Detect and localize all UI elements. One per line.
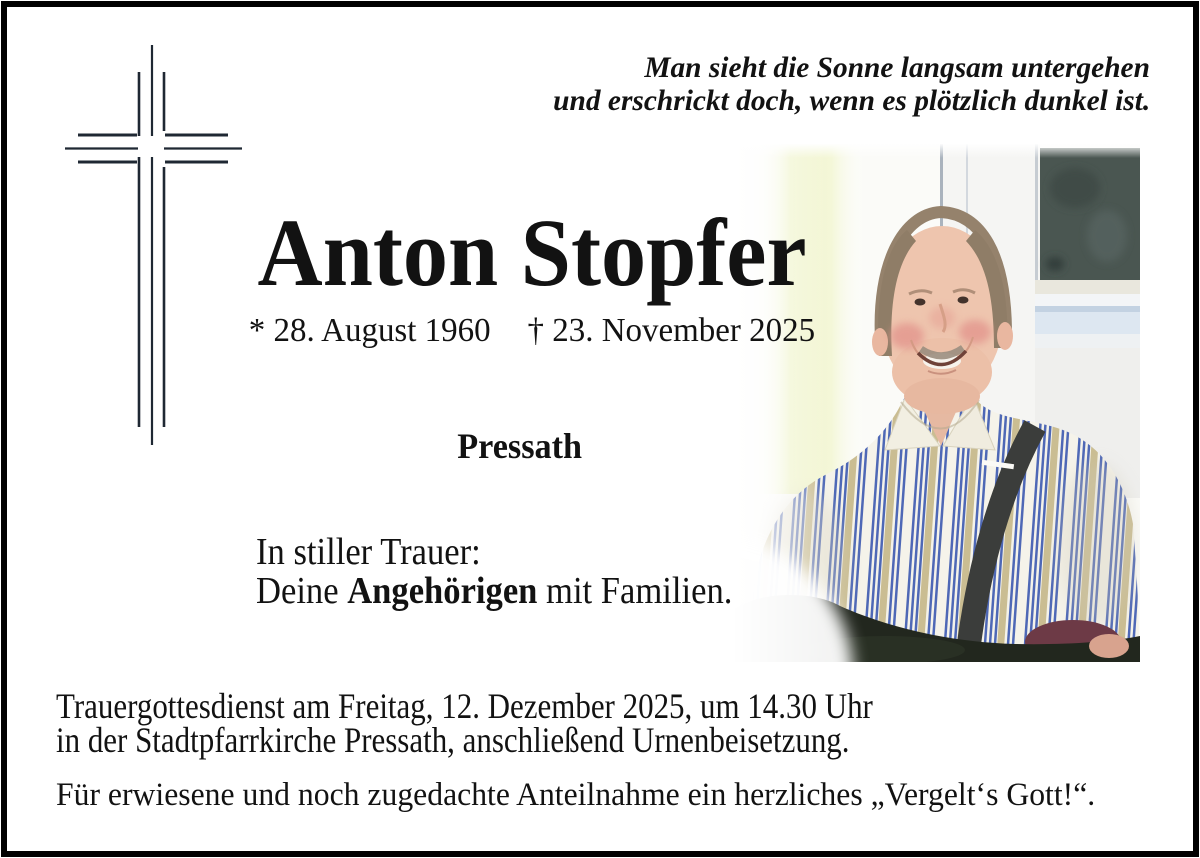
memorial-quote-line-1: Man sieht die Sonne langsam untergehen	[644, 51, 1150, 84]
thanks-line: Für erwiesene und noch zugedachte Anteilnahme ein herzliches „Vergelt‘s Gott!“.	[56, 777, 1096, 813]
memorial-quote-line-2: und erschrickt doch, wenn es plötzlich dunkel ist.	[552, 84, 1150, 117]
residence: Pressath	[457, 426, 583, 466]
death-date: † 23. November 2025	[527, 312, 816, 349]
birth-date: * 28. August 1960	[248, 312, 491, 349]
life-dates	[240, 312, 816, 349]
service-info-line-2: in der Stadtpfarrkirche Pressath, anschließend Urnenbeisetzung.	[56, 720, 850, 760]
cross-icon	[40, 35, 250, 455]
memorial-quote	[541, 51, 1150, 117]
service-info-line-1: Trauergottesdienst am Freitag, 12. Dezember 2025, um 14.30 Uhr	[56, 686, 873, 726]
deceased-name: Anton Stopfer	[257, 199, 807, 306]
condolence-block	[256, 533, 780, 610]
condolence-intro: In stiller Trauer:	[256, 531, 481, 573]
service-info	[56, 686, 1006, 760]
condolence-family: Deine Angehörigen mit Familien.	[256, 569, 733, 612]
